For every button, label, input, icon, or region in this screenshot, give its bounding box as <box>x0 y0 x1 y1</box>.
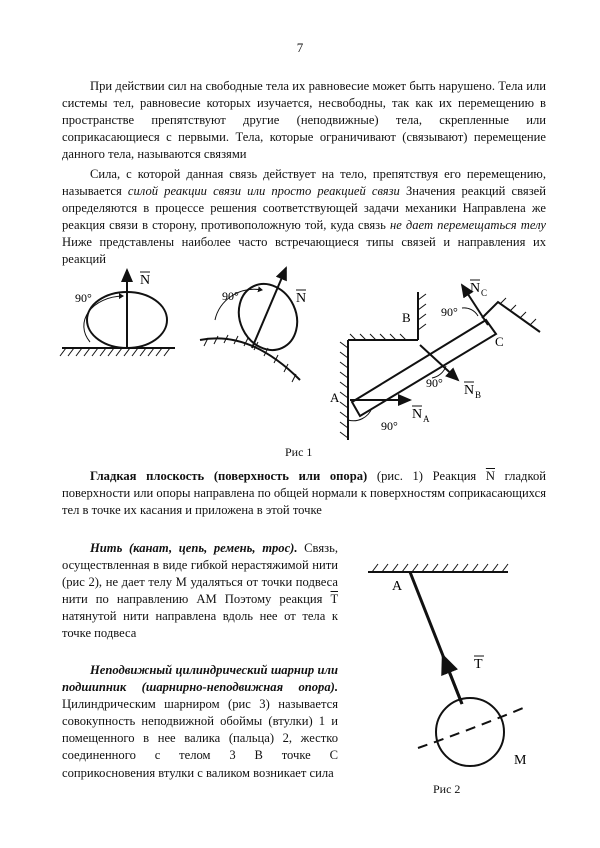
point-label-a: A <box>330 390 340 405</box>
paragraph-4-symbol: $\overline{T}$ <box>330 592 338 607</box>
point-label-a-fig2: A <box>392 579 403 594</box>
reaction-label-nc: N <box>470 281 481 296</box>
paragraph-4-heading: Нить (канат, цепь, ремень, трос). <box>90 541 298 555</box>
figure-1-caption: Рис 1 <box>285 445 313 459</box>
angle-label-1: 90° <box>75 291 92 305</box>
paragraph-2-term: силой реакции связи или просто реакцией связи <box>127 184 400 199</box>
paragraph-4-text-b: натянутой нити направлена вдоль нее от тела к точке подвеса <box>62 609 338 641</box>
paragraph-5-heading: Неподвижный цилиндрический шарнир или подшипник (шарнирно-неподвижная опора). <box>62 663 338 695</box>
paragraph-3-text-a: (рис. 1) Реакция <box>367 469 486 483</box>
page-number: 7 <box>296 40 304 55</box>
paragraph-2-emphasis: не дает перемещаться телу <box>389 218 547 233</box>
flat-plane-diagram <box>60 270 175 356</box>
reaction-subscript-c: C <box>481 288 488 298</box>
point-label-c: C <box>495 334 504 349</box>
figure-2-pendulum <box>368 564 528 766</box>
reaction-subscript-b: B <box>475 390 482 400</box>
reaction-label-n: N <box>140 273 151 288</box>
paragraph-3-text-b: гладкой поверхности или опоры направлена по общей нормали к поверхностям соприкасающихся тел в точке их касания и приложена в этой точке <box>62 469 546 518</box>
paragraph-3-symbol: $\overline{N}$ <box>485 469 495 483</box>
paragraph-5 <box>62 662 338 782</box>
angle-label-2: 90° <box>222 289 239 303</box>
paragraph-2-text-a: Сила, с которой данная связь действует на тело, препятствуя его перемещению, называется <box>62 167 546 199</box>
reaction-subscript-a: A <box>423 414 430 424</box>
curved-surface-diagram <box>200 268 308 382</box>
paragraph-5-text-a: Цилиндрическим шарниром (рис 3) называется совокупность неподвижной обоймы (втулки) 1 и помещенного в нее валика (пальца) 2, жестко соединенного с телом 3 В точке С соприкосновения втулки с валиком возникает сила <box>62 697 338 780</box>
paragraph-2-text-c: Ниже представлены наиболее часто встречающиеся типы связей и направления их реакций <box>62 235 546 267</box>
angle-label-b: 90° <box>426 376 443 390</box>
paragraph-3-heading: Гладкая плоскость (поверхность или опора) <box>90 469 368 483</box>
paragraph-3 <box>62 468 546 519</box>
body-label-m: M <box>514 753 527 768</box>
reaction-label-n-curved: N <box>296 291 307 306</box>
paragraph-1: При действии сил на свободные тела их равновесие может быть нарушено. Тела или системы тел, равновесие которых изучается, несвободны, так как их перемещению в пространстве препятствуют другие (неподвижные) тела, скрепленные или соприкасающиеся с первыми. Тела, которые ограничивают (связывают) перемещение данного тела, называются связями <box>62 79 546 162</box>
reaction-label-nb: N <box>464 383 475 398</box>
bar-corner-diagram <box>340 285 540 440</box>
paragraph-2-text-b: Значения реакций связей определяются в процессе решения соответствующей задачи механики Направлена же реакция связи в сторону, противоположную той, куда связь <box>62 184 547 233</box>
figure-2-caption: Рис 2 <box>433 782 461 796</box>
paragraph-4 <box>62 540 338 643</box>
point-label-b: B <box>402 310 411 325</box>
angle-label-c: 90° <box>441 305 458 319</box>
reaction-label-na: N <box>412 407 423 422</box>
angle-label-a: 90° <box>381 419 398 433</box>
tension-label-t: T <box>474 657 483 672</box>
paragraph-4-text-a: Связь, осуществленная в виде гибкой нерастяжимой нити (рис 2), не дает телу М удаляться от точки подвеса нити по направлению АМ Поэтому реакция <box>62 541 338 607</box>
